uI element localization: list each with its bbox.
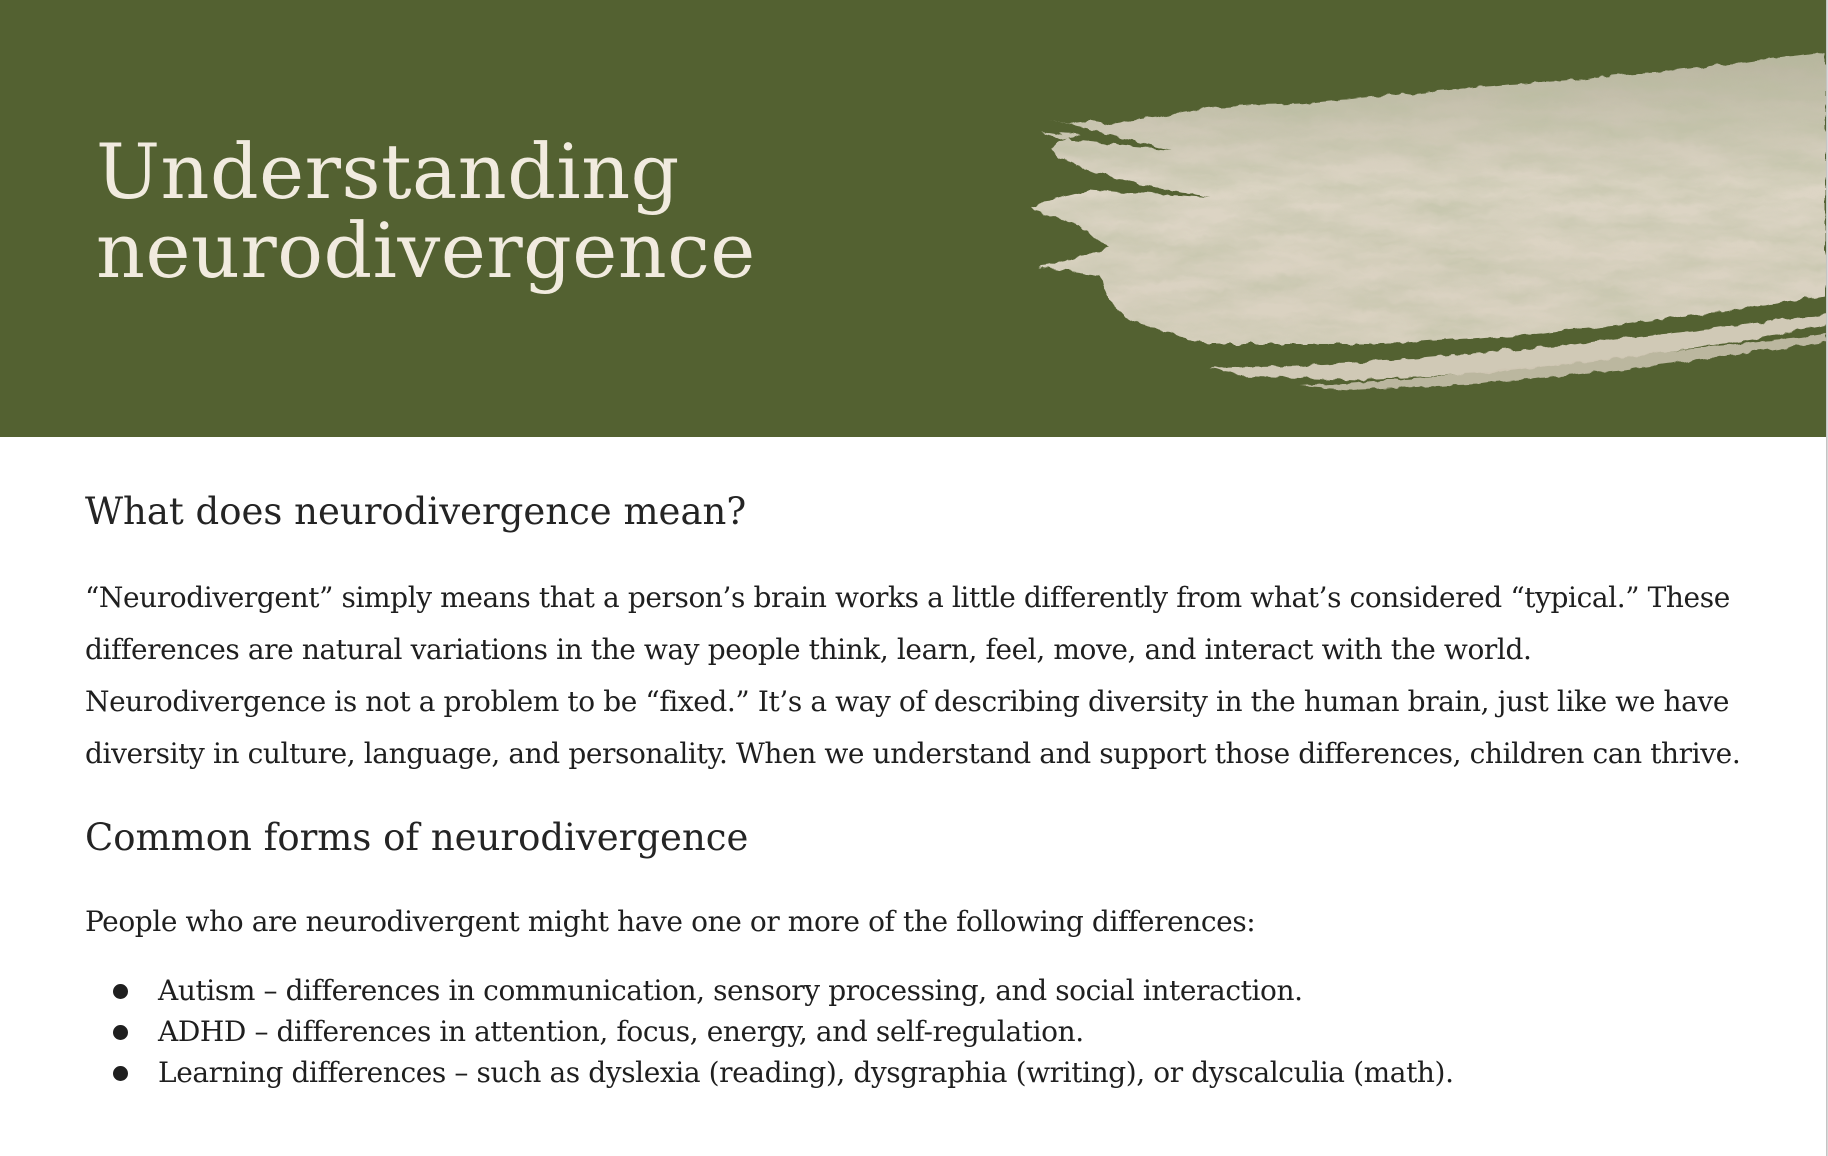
- section-heading-forms: Common forms of neurodivergence: [85, 816, 749, 859]
- bullet-icon: [113, 1025, 128, 1040]
- title-line-2: neurodivergence: [96, 206, 756, 295]
- list-item-text: Learning differences – such as dyslexia (reading), dysgraphia (writing), or dyscalculia (math).: [158, 1056, 1454, 1089]
- bullet-icon: [113, 984, 128, 999]
- forms-list: [85, 970, 1765, 1093]
- page-title: [96, 127, 756, 295]
- list-item: [85, 1052, 1765, 1093]
- title-line-1: Understanding: [96, 127, 680, 216]
- section-paragraph-meaning: “Neurodivergent” simply means that a person’s brain works a little differently from what’s considered “typical.” These differences are natural variations in the way people think, learn, feel, move, and interact with the world. Neurodivergence is not a problem to be “fixed.” It’s a way of describing diversity in the human brain, just like we have diversity in culture, language, and personality. When we understand and support those differences, children can thrive.: [85, 581, 1741, 770]
- section-paragraph-forms: People who are neurodivergent might have one or more of the following differences:: [85, 905, 1256, 938]
- header-banner: [0, 0, 1826, 437]
- document-body: [85, 482, 1765, 1093]
- list-item: [85, 970, 1765, 1011]
- bullet-icon: [113, 1066, 128, 1081]
- list-item: [85, 1011, 1765, 1052]
- list-item-text: ADHD – differences in attention, focus, energy, and self-regulation.: [158, 1015, 1084, 1048]
- list-item-text: Autism – differences in communication, sensory processing, and social interaction.: [158, 974, 1303, 1007]
- section-heading-meaning: What does neurodivergence mean?: [85, 490, 747, 533]
